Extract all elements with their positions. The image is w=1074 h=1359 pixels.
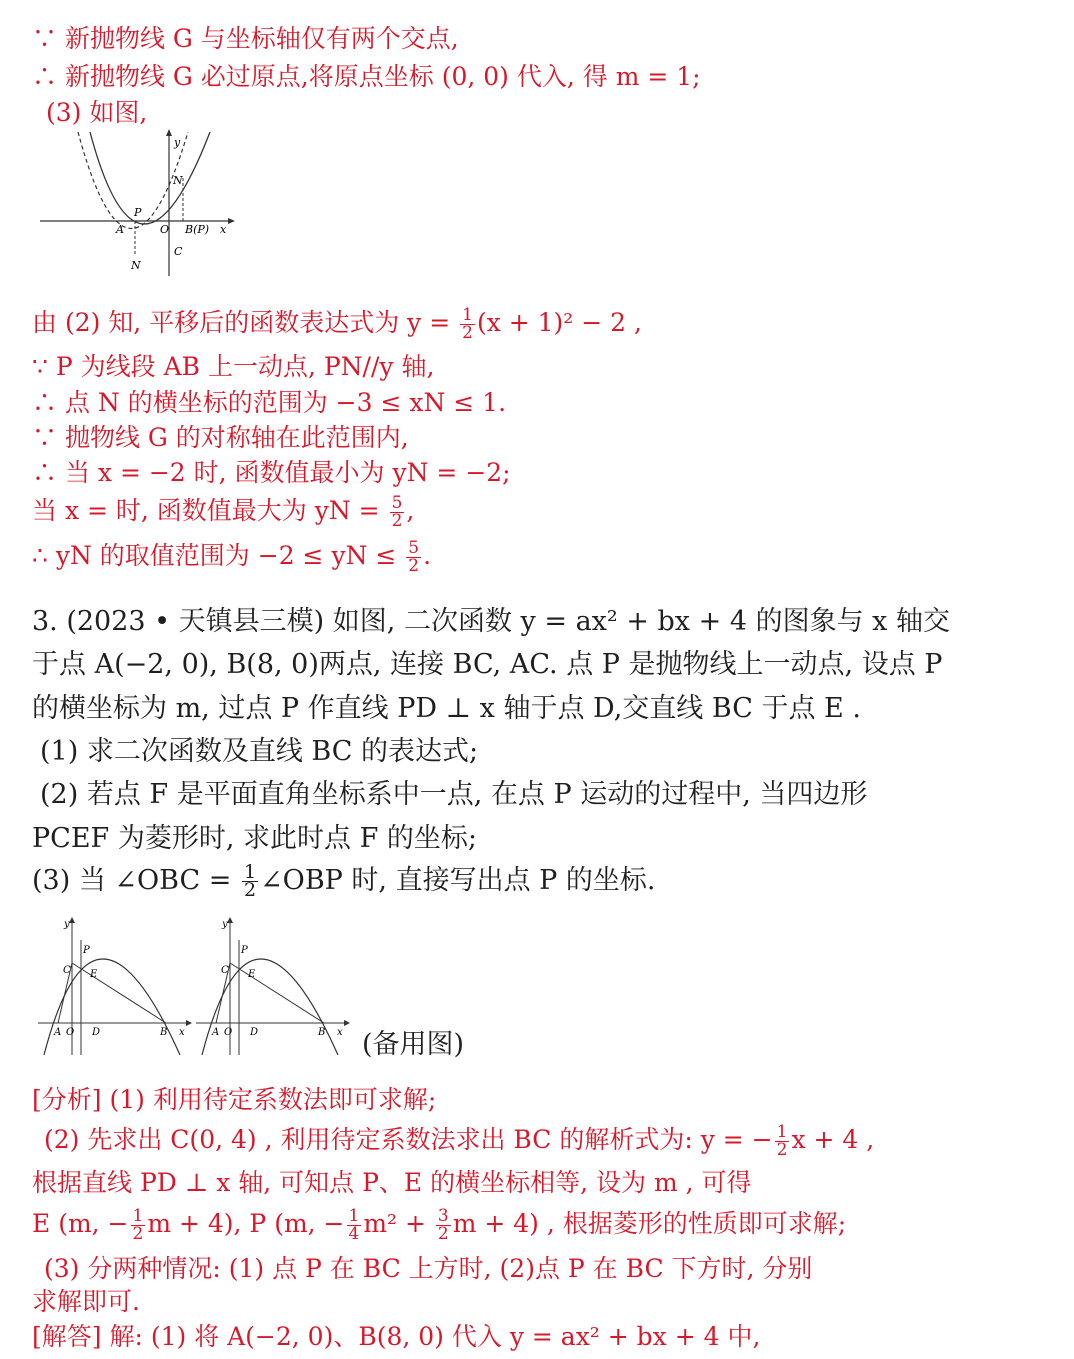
label-c: C (221, 965, 229, 976)
y-axis-arrow (69, 917, 75, 923)
question-3: (3) 当 ∠OBC = $\frac{1}{2}$ ∠OBP 时, 直接写出点 P 的坐标. (32, 861, 656, 901)
answer-line-1: ∵ 新抛物线 G 与坐标轴仅有两个交点, (32, 24, 459, 53)
label-x: x (179, 1027, 185, 1038)
label-d: D (250, 1027, 259, 1038)
fraction-one-quarter: $\frac{1}{4}$ (348, 1206, 360, 1244)
label-p: P (83, 945, 90, 956)
fraction-five-halves-2: $\frac{5}{2}$ (408, 538, 420, 576)
label-b: B(P) (185, 223, 210, 236)
label-y: y (64, 919, 70, 930)
question-2a: (2) 若点 F 是平面直角坐标系中一点, 在点 P 运动的过程中, 当四边形 (40, 779, 868, 810)
label-p: P (134, 206, 142, 219)
label-o: O (66, 1027, 75, 1038)
label-p: P (241, 945, 248, 956)
label-n-top: N (173, 174, 183, 187)
label-b: B (318, 1027, 326, 1038)
label-o: O (160, 223, 170, 236)
label-x: x (220, 223, 227, 236)
analysis-line-4: E (m, − $\frac{1}{2}$ m + 4), P (m, − $\frac{1}{4}$ m² + $\frac{3}{2}$ m + 4) , 根据菱形的性质即可求解; (32, 1206, 847, 1244)
problem-line-2: 于点 A(−2, 0), B(8, 0)两点, 连接 BC, AC. 点 P 是抛物线上一动点, 设点 P (32, 649, 943, 680)
label-o: O (224, 1027, 233, 1038)
answer-line-7: ∵ 抛物线 G 的对称轴在此范围内, (32, 423, 409, 452)
answer-line-8: ∴ 当 x = −2 时, 函数值最小为 yN = −2; (32, 458, 511, 487)
answer-line-9: 当 x = 时, 函数值最大为 yN = $\frac{5}{2}$ , (32, 493, 415, 531)
label-a: A (212, 1027, 220, 1038)
answer-line-2: ∴ 新抛物线 G 必过原点,将原点坐标 (0, 0) 代入, 得 m = 1; (32, 62, 701, 91)
solution-line-1: [解答] 解: (1) 将 A(−2, 0)、B(8, 0) 代入 y = ax² + bx + 4 中, (32, 1322, 761, 1351)
analysis-line-3: 根据直线 PD ⊥ x 轴, 可知点 P、E 的横坐标相等, 设为 m , 可得 (32, 1168, 752, 1197)
fraction-one-half-a4: $\frac{1}{2}$ (132, 1206, 144, 1244)
answer-line-4: 由 (2) 知, 平移后的函数表达式为 y = $\frac{1}{2}$ (x + 1)² − 2 , (32, 305, 642, 343)
analysis-line-6: 求解即可. (32, 1287, 140, 1316)
label-b: B (160, 1027, 168, 1038)
parabola-graph-figure (38, 128, 238, 278)
x-axis-arrow (186, 1020, 192, 1026)
line-bc (230, 963, 324, 1023)
question-2b: PCEF 为菱形时, 求此时点 F 的坐标; (32, 823, 478, 854)
answer-line-5: ∵ P 为线段 AB 上一动点, PN//y 轴, (32, 352, 435, 381)
label-x: x (337, 1027, 343, 1038)
analysis-line-5: (3) 分两种情况: (1) 点 P 在 BC 上方时, (2)点 P 在 BC 下方时, 分别 (44, 1254, 813, 1283)
label-c: C (63, 965, 71, 976)
label-d: D (92, 1027, 101, 1038)
analysis-line-1: [分析] (1) 利用待定系数法即可求解; (32, 1085, 437, 1114)
y-axis-arrow (227, 917, 233, 923)
answer-line-6: ∴ 点 N 的横坐标的范围为 −3 ≤ xN ≤ 1. (32, 388, 507, 417)
spare-figure-caption: (备用图) (362, 1029, 465, 1060)
label-e: E (248, 969, 256, 980)
label-y: y (174, 136, 181, 149)
fraction-one-half-a2: $\frac{1}{2}$ (776, 1122, 788, 1160)
parabola-g-solid (90, 132, 210, 224)
answer-line-3: (3) 如图, (46, 98, 148, 127)
spare-graph-figure (194, 915, 354, 1060)
y-axis-arrow (166, 129, 172, 136)
fraction-three-halves: $\frac{3}{2}$ (437, 1206, 449, 1244)
fraction-one-half-q3: $\frac{1}{2}$ (243, 861, 257, 901)
x-axis-arrow (344, 1020, 350, 1026)
question-1: (1) 求二次函数及直线 BC 的表达式; (40, 736, 479, 767)
label-a: A (54, 1027, 62, 1038)
label-a: A (116, 223, 124, 236)
problem-line-1: 3. (2023 • 天镇县三模) 如图, 二次函数 y = ax² + bx + 4 的图象与 x 轴交 (32, 606, 950, 637)
x-axis-arrow (228, 218, 235, 224)
answer-line-10: ∴ yN 的取值范围为 −2 ≤ yN ≤ $\frac{5}{2}$ . (32, 538, 432, 576)
label-y: y (222, 919, 228, 930)
fraction-one-half: $\frac{1}{2}$ (462, 305, 473, 343)
problem-graph-figure (36, 915, 196, 1060)
label-c: C (174, 245, 183, 258)
problem-line-3: 的横坐标为 m, 过点 P 作直线 PD ⊥ x 轴于点 D,交直线 BC 于点 E . (32, 693, 861, 724)
label-n-bottom: N (131, 259, 141, 272)
label-e: E (90, 969, 98, 980)
line-bc (72, 963, 166, 1023)
fraction-five-halves: $\frac{5}{2}$ (391, 493, 403, 531)
analysis-line-2: (2) 先求出 C(0, 4) , 利用待定系数法求出 BC 的解析式为: y = − $\frac{1}{2}$ x + 4 , (44, 1122, 875, 1160)
